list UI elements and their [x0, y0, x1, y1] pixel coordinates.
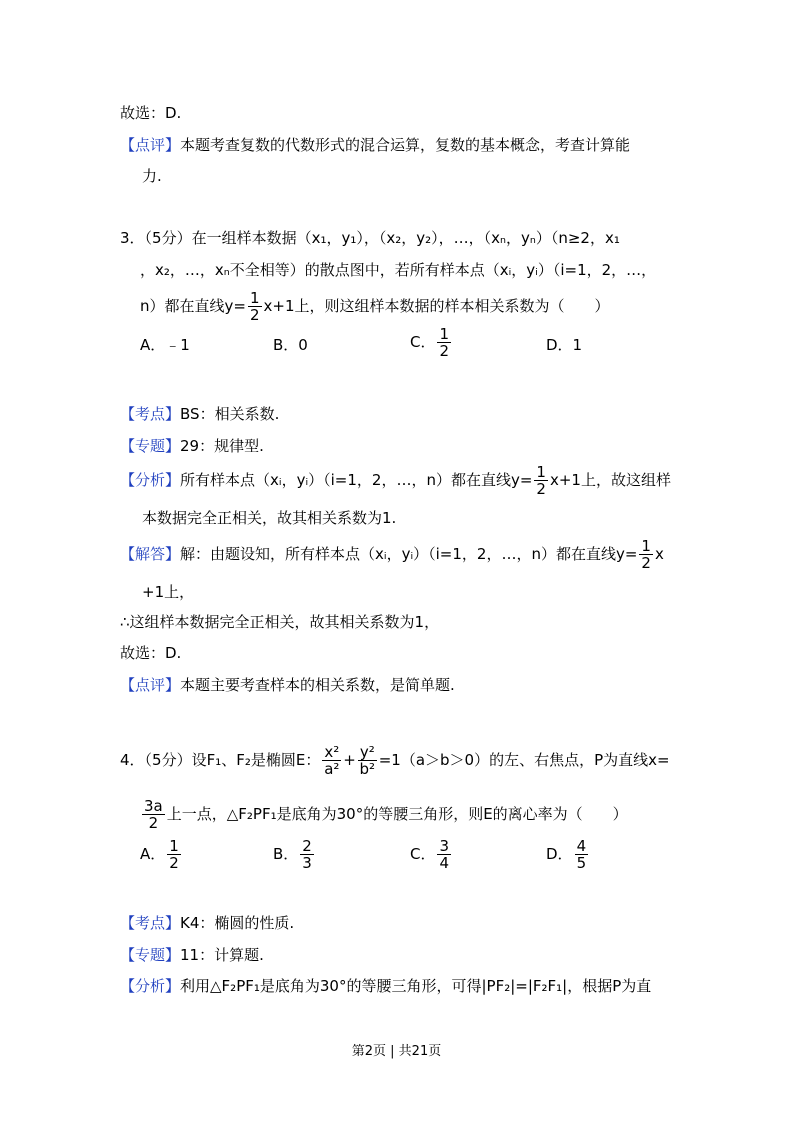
- zhuanti-tag: 【专题】: [120, 437, 181, 455]
- q4-ellipse-x: x²: [324, 743, 340, 761]
- q4-option-c: [410, 838, 453, 871]
- q3-option-c: [410, 326, 453, 359]
- q4-option-d-num: 4: [576, 837, 587, 855]
- q3-stem-line1: 3．（5分）在一组样本数据（x₁，y₁），（x₂，y₂），…，（xₙ，yₙ）（n≥2，x₁: [120, 229, 620, 247]
- dianping-tag: 【点评】: [120, 676, 181, 694]
- q3-option-c-label: C．: [410, 333, 436, 351]
- fenxi-tag: 【分析】: [120, 471, 181, 489]
- comment-tag: 【点评】: [120, 136, 181, 154]
- kaodian-text: BS：相关系数.: [180, 405, 280, 423]
- q3-jieda-cont: +1上，: [142, 583, 195, 601]
- q3-option-b: B．0: [273, 336, 308, 354]
- q4-line1-pre: 4．（5分）设F₁、F₂是椭圆E：: [120, 751, 321, 769]
- q4-option-c-num: 3: [439, 837, 450, 855]
- fenxi-frac-num: 1: [536, 463, 546, 481]
- q4-option-a-label: A．: [140, 845, 166, 863]
- q3-option-c-frac: [437, 326, 451, 359]
- q4-option-b-num: 2: [302, 837, 312, 855]
- q3-kaodian: [120, 404, 279, 424]
- comment-text: 本题考查复数的代数形式的混合运算，复数的基本概念，考查计算能: [180, 136, 631, 154]
- q4-option-b-label: B．: [273, 845, 299, 863]
- q4-plus: +: [343, 751, 356, 769]
- prev-comment-cont: 力.: [142, 167, 162, 185]
- q4-fenxi-text: 利用△F₂PF₁是底角为30°的等腰三角形，可得|PF₂|=|F₂F₁|，根据P为直: [180, 977, 652, 995]
- q4-option-c-frac: [437, 838, 451, 871]
- q4-kaodian-text: K4：椭圆的性质.: [180, 914, 295, 932]
- q4-ellipse-a: a²: [324, 760, 340, 778]
- fenxi-frac-den: 2: [536, 480, 546, 498]
- q3-answer: 故选：D.: [120, 644, 182, 662]
- q3-frac-den: 2: [249, 306, 260, 324]
- q3-frac-num: 1: [249, 289, 260, 307]
- q4-option-b: [273, 838, 316, 871]
- q3-fenxi-cont: 本数据完全正相关，故其相关系数为1.: [142, 509, 397, 527]
- q4-option-d-frac: [575, 838, 589, 871]
- jieda-frac-den: 2: [641, 554, 651, 572]
- q4-option-b-den: 3: [302, 854, 312, 872]
- q4-option-d: [546, 838, 590, 871]
- zhuanti-text: 29：规律型.: [180, 437, 264, 455]
- q4-option-d-label: D．: [546, 845, 573, 863]
- q3-stem-line3: [140, 288, 610, 324]
- q3-option-a: A．﹣1: [140, 336, 190, 354]
- jieda-post: x: [654, 545, 664, 563]
- q4-option-a-frac: [167, 838, 181, 871]
- q4-ellipse-b: b²: [359, 760, 376, 778]
- jieda-pre: 解：由题设知，所有样本点（xᵢ，yᵢ）（i=1，2，…，n）都在直线y=: [180, 545, 638, 563]
- prev-comment: [120, 135, 630, 155]
- jieda-tag: 【解答】: [120, 545, 181, 563]
- q3-fraction: [248, 290, 262, 323]
- q3-zhuanti: [120, 436, 264, 456]
- q4-ellipse-x-frac: [322, 744, 341, 777]
- fenxi-frac: [534, 464, 548, 497]
- q4-option-c-label: C．: [410, 845, 436, 863]
- q4-3a-num: 3a: [144, 797, 163, 815]
- q3-dianping: [120, 675, 455, 695]
- q3-option-d: D．1: [546, 336, 583, 354]
- q4-3a-den: 2: [148, 814, 159, 832]
- q4-kaodian-tag: 【考点】: [120, 914, 181, 932]
- q3-option-c-den: 2: [439, 342, 450, 360]
- q4-fenxi: [120, 976, 651, 996]
- q3-option-c-num: 1: [439, 325, 450, 343]
- q4-zhuanti-text: 11：计算题.: [180, 946, 264, 964]
- q4-option-b-frac: [300, 838, 314, 871]
- q4-fenxi-tag: 【分析】: [120, 977, 181, 995]
- q3-jieda: [120, 536, 664, 572]
- q3-stem-line2: ，x₂，…，xₙ不全相等）的散点图中，若所有样本点（xᵢ，yᵢ）（i=1，2，…，: [140, 261, 657, 279]
- q4-ellipse-y: y²: [359, 743, 375, 761]
- q4-stem-line2: [140, 794, 628, 834]
- fenxi-pre: 所有样本点（xᵢ，yᵢ）（i=1，2，…，n）都在直线y=: [180, 471, 533, 489]
- fenxi-post: x+1上，故这组样: [549, 471, 671, 489]
- q3-line3-post: x+1上，则这组样本数据的样本相关系数为（ ）: [263, 297, 610, 315]
- q4-zhuanti: [120, 945, 264, 965]
- q4-option-d-den: 5: [576, 854, 587, 872]
- q3-fenxi: [120, 462, 671, 498]
- kaodian-tag: 【考点】: [120, 405, 181, 423]
- jieda-frac: [639, 538, 653, 571]
- q4-option-c-den: 4: [439, 854, 450, 872]
- q4-option-a-den: 2: [169, 854, 179, 872]
- q4-line2-post: 上一点，△F₂PF₁是底角为30°的等腰三角形，则E的离心率为（ ）: [166, 805, 628, 823]
- jieda-frac-num: 1: [641, 537, 651, 555]
- q4-option-a: [140, 838, 183, 871]
- q4-kaodian: [120, 913, 294, 933]
- q4-3a-frac: [142, 798, 165, 831]
- prev-answer: 故选：D.: [120, 104, 182, 122]
- q4-ellipse-y-frac: [358, 744, 377, 777]
- q3-jieda-conclusion: ∴这组样本数据完全正相关，故其相关系数为1，: [120, 613, 440, 631]
- page-footer: 第2页 | 共21页: [351, 1044, 442, 1059]
- q3-line3-pre: n）都在直线y=: [140, 297, 246, 315]
- dianping-text: 本题主要考查样本的相关系数，是简单题.: [180, 676, 455, 694]
- q4-zhuanti-tag: 【专题】: [120, 946, 181, 964]
- q4-stem-line1: [120, 740, 670, 780]
- q4-option-a-num: 1: [169, 837, 179, 855]
- q4-line1-post: =1（a＞b＞0）的左、右焦点，P为直线x=: [378, 751, 670, 769]
